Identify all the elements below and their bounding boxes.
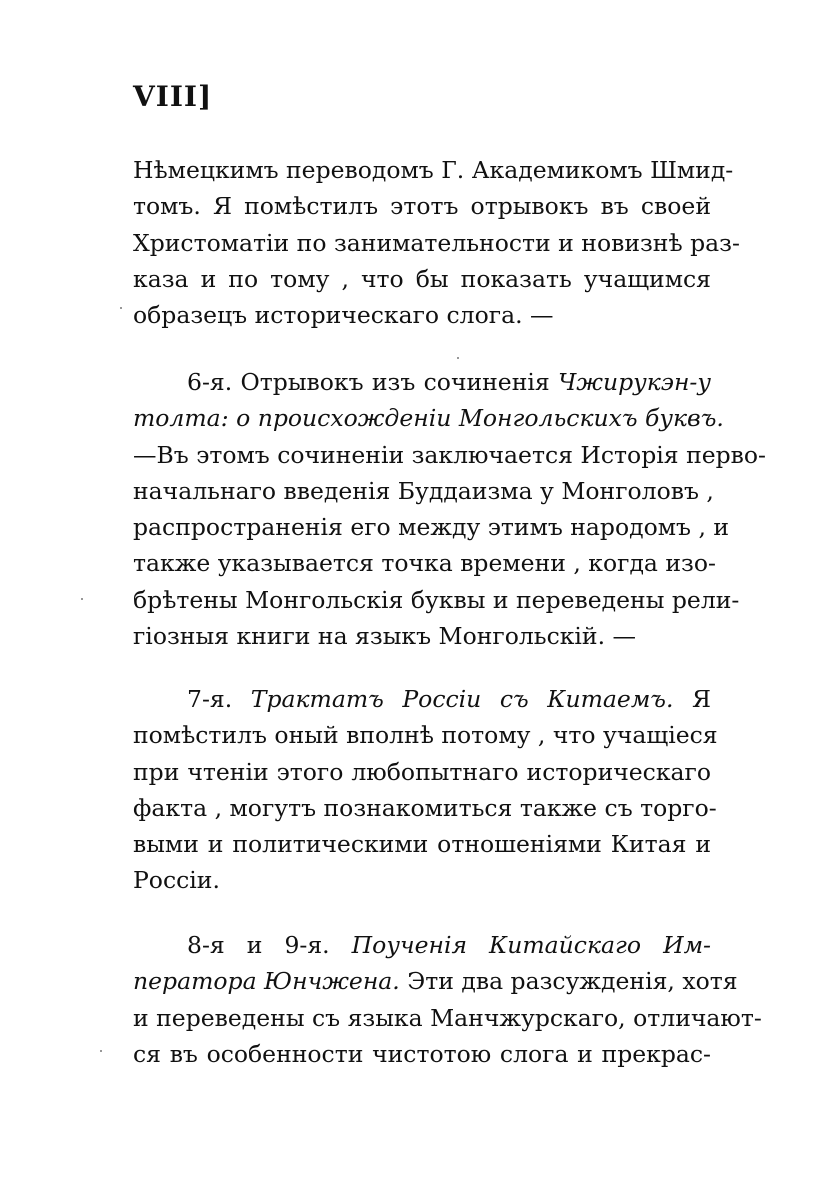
text-line: ператора Юнчжена. Эти два разсужденія, хотя (133, 967, 738, 996)
text-line: ся въ особенности чистотою слога и прекрас- (133, 1039, 711, 1068)
text-line: брѣтены Монгольскія буквы и переведены рели- (133, 585, 740, 614)
text-line: каза и по тому , что бы показать учащимся (133, 264, 711, 293)
text-line: —Въ этомъ сочиненіи заключается Исторія перво- (133, 440, 766, 469)
paragraph-item-6 (133, 364, 766, 654)
scan-speck (100, 1050, 102, 1052)
text-line: начальнаго введенія Буддаизма у Монголовъ , (133, 476, 714, 505)
text-line: распространенія его между этимъ народомъ , и (133, 513, 730, 542)
text-line: помѣстилъ оный вполнѣ потому , что учащіеся (133, 721, 718, 750)
text-line: также указывается точка времени , когда изо- (133, 549, 716, 578)
scan-speck (120, 307, 122, 309)
text-line: томъ. Я помѣстилъ этотъ отрывокъ въ своей (133, 192, 711, 221)
text-line: 8-я и 9-я. Поученія Китайскаго Им- (187, 931, 711, 959)
text-line: образецъ историческаго слога. — (133, 301, 554, 330)
text-line: при чтеніи этого любопытнаго историческаго (133, 757, 711, 786)
text-line: выми и политическими отношеніями Китая и (133, 830, 711, 859)
text-line: толта: о происхожденіи Монгольскихъ буквъ. (133, 404, 724, 433)
scan-speck (81, 598, 83, 600)
text-line: гіозныя книги на языкъ Монгольскій. — (133, 622, 637, 651)
text-line: факта , могутъ познакомиться также съ торго- (133, 793, 717, 822)
page-number: VIII] (133, 80, 213, 113)
scan-speck (457, 357, 459, 359)
text-line: 6-я. Отрывокъ изъ сочиненія Чжирукэн-у (187, 368, 711, 396)
text-line: и переведены съ языка Манчжурскаго, отличают- (133, 1003, 762, 1032)
text-line: Россіи. (133, 866, 220, 895)
text-line: Христоматіи по занимательности и новизнѣ раз- (133, 228, 740, 257)
text-line: Нѣмецкимъ переводомъ Г. Академикомъ Шмид- (133, 156, 734, 184)
text-line: 7-я. Трактатъ Россіи съ Китаемъ. Я (187, 685, 711, 713)
paragraph-item-7 (133, 681, 718, 899)
paragraph-items-8-9 (133, 927, 762, 1072)
paragraph-continuation (133, 152, 740, 333)
